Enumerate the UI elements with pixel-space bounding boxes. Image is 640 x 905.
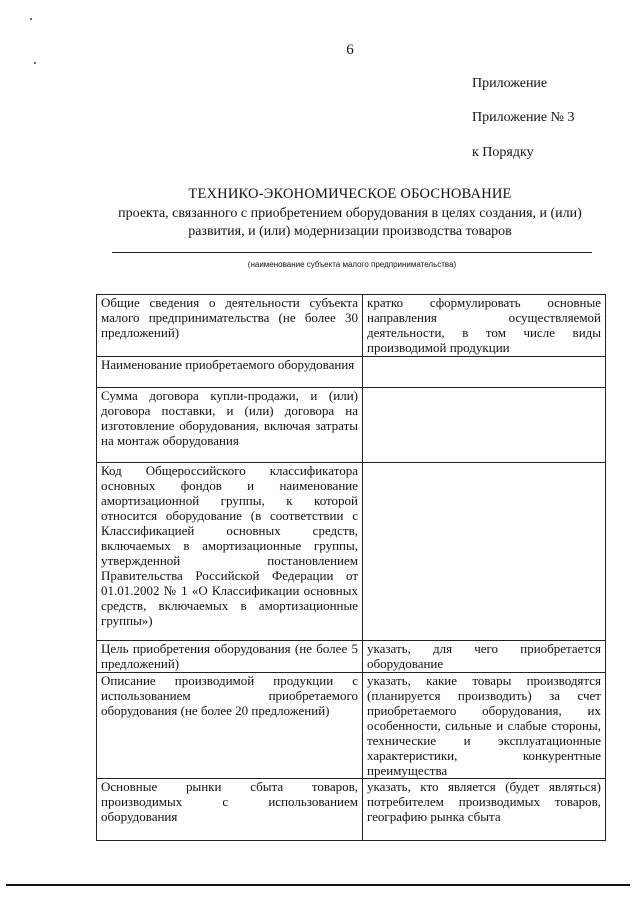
row-value [363, 463, 606, 641]
scan-speck [30, 18, 32, 20]
document-subtitle: проекта, связанного с приобретением оборудования в целях создания, и (или) развития, и (или) модернизации производства товаров [118, 206, 582, 239]
table-row [97, 673, 606, 779]
entity-name-caption: (наименование субъекта малого предпринимательства) [247, 260, 457, 269]
row-label: Общие сведения о деятельности субъекта малого предпринимательства (не более 30 предложений) [97, 295, 363, 357]
row-value [363, 357, 606, 388]
table-row [97, 295, 606, 357]
table-row [97, 463, 606, 641]
table-row [97, 779, 606, 841]
table-row [97, 388, 606, 463]
bottom-rule [6, 884, 630, 886]
row-value: кратко сформулировать основные направления осуществляемой деятельности, в том числе виды производимой продукции [363, 295, 606, 357]
row-label: Код Общероссийского классификатора основных фондов и наименование амортизационной группы, к которой относится оборудование (в соответствии с Классификацией основных средств, включаемых в амортизационные группы, утвержденной постановлением Правительства Российской Федерации от 01.01.2002 № 1 «О Классификации основных средств, включаемых в амортизационные группы») [97, 463, 363, 641]
row-label: Описание производимой продукции с использованием приобретаемого оборудования (не более 20 предложений) [97, 673, 363, 779]
table-row [97, 641, 606, 673]
row-label: Наименование приобретаемого оборудования [97, 357, 363, 388]
appendix-reference: к Порядку [472, 145, 534, 160]
entity-name-line [112, 252, 592, 253]
row-label: Сумма договора купли-продажи, и (или) договора поставки, и (или) договора на изготовление оборудования, включая затраты на монтаж оборудования [97, 388, 363, 463]
row-label: Цель приобретения оборудования (не более 5 предложений) [97, 641, 363, 673]
row-value: указать, какие товары производятся (планируется производить) за счет приобретаемого оборудования, их особенности, сильные и слабые стороны, технические и эксплуатационные характеристики, конкурентные преимущества [363, 673, 606, 779]
row-value [363, 388, 606, 463]
scan-speck [34, 62, 36, 64]
page-number: 6 [346, 42, 354, 58]
row-label: Основные рынки сбыта товаров, производимых с использованием оборудования [97, 779, 363, 841]
document-title: ТЕХНИКО-ЭКОНОМИЧЕСКОЕ ОБОСНОВАНИЕ [188, 186, 512, 202]
row-value: указать, кто является (будет являться) потребителем производимых товаров, географию рынка сбыта [363, 779, 606, 841]
appendix-number: Приложение № 3 [472, 110, 575, 125]
row-value: указать, для чего приобретается оборудование [363, 641, 606, 673]
appendix-label: Приложение [472, 76, 548, 91]
feasibility-table [96, 294, 606, 841]
table-row [97, 357, 606, 388]
